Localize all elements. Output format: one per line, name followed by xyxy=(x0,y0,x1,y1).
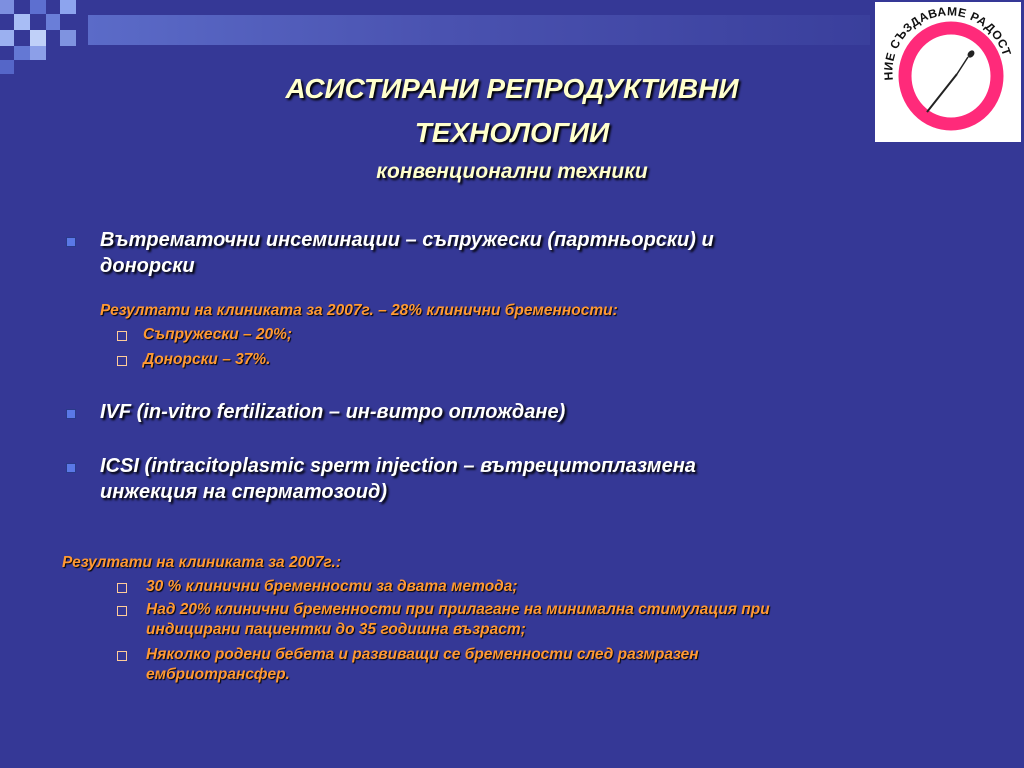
slide-title-line1: АСИСТИРАНИ РЕПРОДУКТИВНИ xyxy=(285,73,739,104)
list-item-insemination-line2: донорски xyxy=(100,255,195,277)
clinic-logo xyxy=(875,2,1021,142)
bullet-icon xyxy=(66,463,76,473)
list-item-icsi-line1: ICSI (intracitoplasmic sperm injection – вътрецитоплазмена xyxy=(100,455,696,477)
sub-bullet-icon xyxy=(117,651,127,661)
result-frozen-embryo-line1: Няколко родени бебета и развиващи се бременности след размразен xyxy=(146,646,699,663)
sub-bullet-icon xyxy=(117,356,127,366)
results-2007-heading: Резултати на клиниката за 2007г.: xyxy=(62,554,341,571)
result-minimal-stimulation-line1: Над 20% клинични бременности при прилагане на минимална стимулация при xyxy=(146,601,770,618)
result-frozen-embryo-line2: ембриотрансфер. xyxy=(146,666,290,683)
list-item-ivf: IVF (in-vitro fertilization – ин-витро оплождане) xyxy=(100,401,566,423)
slide-subtitle: конвенционални техники xyxy=(376,160,648,183)
clinic-logo-graphic xyxy=(875,2,1021,142)
header-bar-decoration xyxy=(88,15,870,45)
result-donor: Донорски – 37%. xyxy=(143,351,271,368)
list-item-insemination-line1: Вътрематочни инсеминации – съпружески (партньорски) и xyxy=(100,229,714,251)
bullet-icon xyxy=(66,409,76,419)
result-minimal-stimulation-line2: индицирани пациентки до 35 годишна възраст; xyxy=(146,621,526,638)
results-2007-insemination-heading: Резултати на клиниката за 2007г. – 28% клинични бременности: xyxy=(100,302,618,319)
result-both-methods: 30 % клинични бременности за двата метода; xyxy=(146,578,518,595)
bullet-icon xyxy=(66,237,76,247)
slide-title-line2: ТЕХНОЛОГИИ xyxy=(414,117,610,148)
result-spousal: Съпружески – 20%; xyxy=(143,326,293,343)
sub-bullet-icon xyxy=(117,583,127,593)
sub-bullet-icon xyxy=(117,606,127,616)
list-item-icsi-line2: инжекция на сперматозоид) xyxy=(100,481,387,503)
svg-text:НИЕ СЪЗДАВАМЕ РАДОСТ: НИЕ СЪЗДАВАМЕ РАДОСТ xyxy=(881,4,1015,81)
sub-bullet-icon xyxy=(117,331,127,341)
